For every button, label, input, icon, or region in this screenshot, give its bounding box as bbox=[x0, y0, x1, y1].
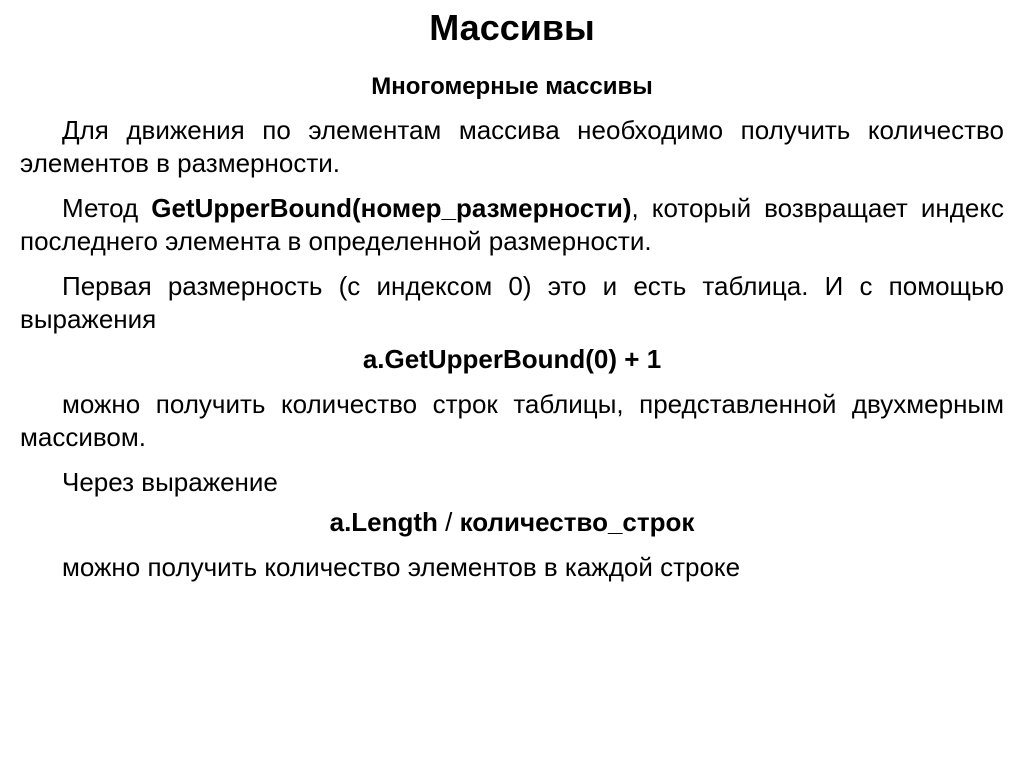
expression-divide-op: / bbox=[437, 507, 460, 537]
slide-title: Массивы bbox=[429, 7, 595, 48]
expression-row-count-var: количество_строк bbox=[459, 507, 695, 537]
expression-rows-code: a.GetUpperBound(0) bbox=[362, 344, 618, 374]
paragraph-getupperbound bbox=[20, 192, 1004, 258]
paragraph-first-dimension: Первая размерность (с индексом 0) это и есть таблица. И с помощью выражения bbox=[20, 271, 1004, 334]
paragraph-elements-per-row: можно получить количество элементов в каждой строке bbox=[62, 552, 741, 582]
paragraph-via-expression: Через выражение bbox=[62, 467, 278, 497]
expression-rows-op: + 1 bbox=[617, 344, 662, 374]
expression-columns-count bbox=[20, 506, 1004, 539]
paragraph-rows-result: можно получить количество строк таблицы, представленной двухмерным массивом. bbox=[20, 389, 1004, 452]
expression-rows-count bbox=[20, 343, 1004, 376]
expression-length: a.Length bbox=[329, 507, 438, 537]
paragraph-getupperbound-suffix: , который возвращает индекс последнего элемента в определенной размерности. bbox=[20, 193, 1005, 256]
paragraph-getupperbound-prefix: Метод bbox=[62, 193, 152, 223]
method-name: GetUpperBound(номер_размерности) bbox=[151, 193, 632, 223]
slide-subtitle: Многомерные массивы bbox=[371, 73, 653, 100]
paragraph-dimension-intro: Для движения по элементам массива необходимо получить количество элементов в размерности. bbox=[20, 115, 1004, 178]
